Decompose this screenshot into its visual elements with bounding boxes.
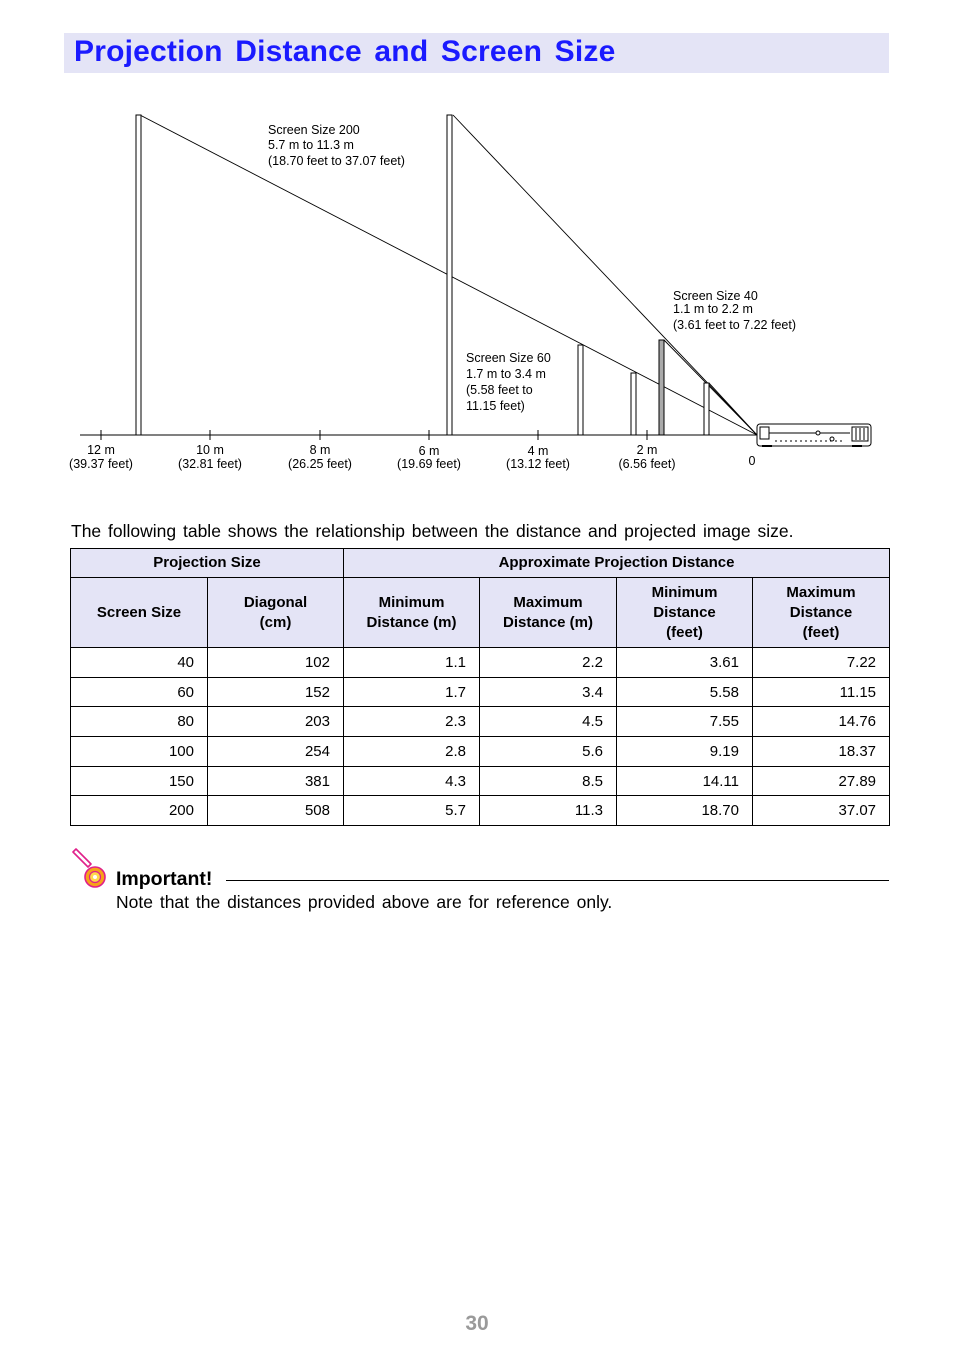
cell-diagonal: 152 [208, 677, 344, 707]
page-number: 30 [465, 1312, 489, 1335]
cell-screen-size: 60 [71, 677, 208, 707]
cell-max-ft: 18.37 [753, 737, 890, 767]
tick-12m: 12 m [87, 443, 115, 457]
important-divider [226, 880, 889, 881]
tick-6m-feet: (19.69 feet) [397, 457, 461, 471]
header-min-distance-ft: Minimum Distance (feet) [617, 578, 753, 648]
cell-min-ft: 9.19 [617, 737, 753, 767]
header-projection-size: Projection Size [71, 549, 344, 578]
callout-size-40 [673, 289, 796, 332]
table-row [71, 648, 890, 678]
tick-8m-feet: (26.25 feet) [288, 457, 352, 471]
cell-max-ft: 7.22 [753, 648, 890, 678]
cell-min-m: 2.8 [344, 737, 480, 767]
svg-text:11.15 feet): 11.15 feet) [466, 399, 525, 413]
callout-size-60 [466, 351, 551, 413]
cell-min-ft: 5.58 [617, 677, 753, 707]
callout-size-200 [268, 123, 405, 168]
svg-text:(5.58 feet to: (5.58 feet to [466, 383, 533, 397]
cell-diagonal: 381 [208, 766, 344, 796]
cell-min-ft: 7.55 [617, 707, 753, 737]
screens [136, 115, 709, 435]
cell-min-m: 1.7 [344, 677, 480, 707]
tick-4m-feet: (13.12 feet) [506, 457, 570, 471]
svg-text:(3.61 feet to 7.22 feet): (3.61 feet to 7.22 feet) [673, 318, 796, 332]
table-row [71, 796, 890, 826]
screen-60-min [631, 373, 636, 435]
cell-max-ft: 27.89 [753, 766, 890, 796]
cell-diagonal: 102 [208, 648, 344, 678]
cell-screen-size: 200 [71, 796, 208, 826]
header-max-distance-m: Maximum Distance (m) [480, 578, 617, 648]
svg-text:(18.70 feet to 37.07 feet): (18.70 feet to 37.07 feet) [268, 154, 405, 168]
table-row [71, 707, 890, 737]
table-row [71, 677, 890, 707]
header-max-distance-ft: Maximum Distance (feet) [753, 578, 890, 648]
page-title: Projection Distance and Screen Size [74, 35, 616, 68]
title-band [64, 33, 889, 73]
cell-min-ft: 18.70 [617, 796, 753, 826]
cell-max-m: 4.5 [480, 707, 617, 737]
screen-200-max [136, 115, 141, 435]
tick-10m: 10 m [196, 443, 224, 457]
important-pin-icon [70, 848, 112, 890]
header-approx-distance: Approximate Projection Distance [344, 549, 890, 578]
svg-text:Screen Size 60: Screen Size 60 [466, 351, 551, 365]
cell-min-m: 2.3 [344, 707, 480, 737]
table-row [71, 766, 890, 796]
cell-max-ft: 11.15 [753, 677, 890, 707]
cell-min-m: 5.7 [344, 796, 480, 826]
projector-icon [757, 424, 871, 446]
table-row [71, 737, 890, 767]
tick-8m: 8 m [309, 443, 331, 457]
important-note: Note that the distances provided above are for reference only. [116, 892, 613, 912]
intro-text: The following table shows the relationship between the distance and projected image size. [71, 521, 794, 541]
tick-10m-feet: (32.81 feet) [178, 457, 242, 471]
cell-min-m: 1.1 [344, 648, 480, 678]
header-min-distance-m: Minimum Distance (m) [344, 578, 480, 648]
projection-diagram [0, 100, 954, 480]
svg-text:5.7 m to 11.3 m: 5.7 m to 11.3 m [268, 138, 354, 152]
header-diagonal: Diagonal (cm) [208, 578, 344, 648]
svg-text:1.7 m to 3.4 m: 1.7 m to 3.4 m [466, 367, 546, 381]
cell-max-ft: 14.76 [753, 707, 890, 737]
tick-2m-feet: (6.56 feet) [618, 457, 676, 471]
cell-max-m: 5.6 [480, 737, 617, 767]
tick-6m: 6 m [418, 444, 440, 458]
cell-diagonal: 254 [208, 737, 344, 767]
svg-text:Screen Size 40: Screen Size 40 [673, 289, 758, 303]
cell-screen-size: 100 [71, 737, 208, 767]
cell-min-m: 4.3 [344, 766, 480, 796]
cell-min-ft: 14.11 [617, 766, 753, 796]
cell-max-m: 2.2 [480, 648, 617, 678]
tick-labels [69, 443, 755, 471]
distance-table [70, 548, 890, 826]
header-screen-size: Screen Size [71, 578, 208, 648]
cell-screen-size: 150 [71, 766, 208, 796]
cell-max-m: 3.4 [480, 677, 617, 707]
cell-diagonal: 203 [208, 707, 344, 737]
screen-40-min [704, 383, 709, 435]
screen-40-max [659, 340, 664, 435]
screen-200-min [447, 115, 452, 435]
tick-2m: 2 m [636, 443, 658, 457]
tick-12m-feet: (39.37 feet) [69, 457, 133, 471]
cell-diagonal: 508 [208, 796, 344, 826]
important-label: Important! [116, 868, 213, 890]
cell-screen-size: 80 [71, 707, 208, 737]
screen-60-max [578, 345, 583, 435]
cell-screen-size: 40 [71, 648, 208, 678]
cell-min-ft: 3.61 [617, 648, 753, 678]
cell-max-m: 11.3 [480, 796, 617, 826]
tick-zero: 0 [748, 454, 756, 468]
svg-text:1.1 m to 2.2 m: 1.1 m to 2.2 m [673, 302, 753, 316]
svg-text:Screen Size 200: Screen Size 200 [268, 123, 360, 137]
cell-max-m: 8.5 [480, 766, 617, 796]
cell-max-ft: 37.07 [753, 796, 890, 826]
tick-4m: 4 m [527, 444, 549, 458]
